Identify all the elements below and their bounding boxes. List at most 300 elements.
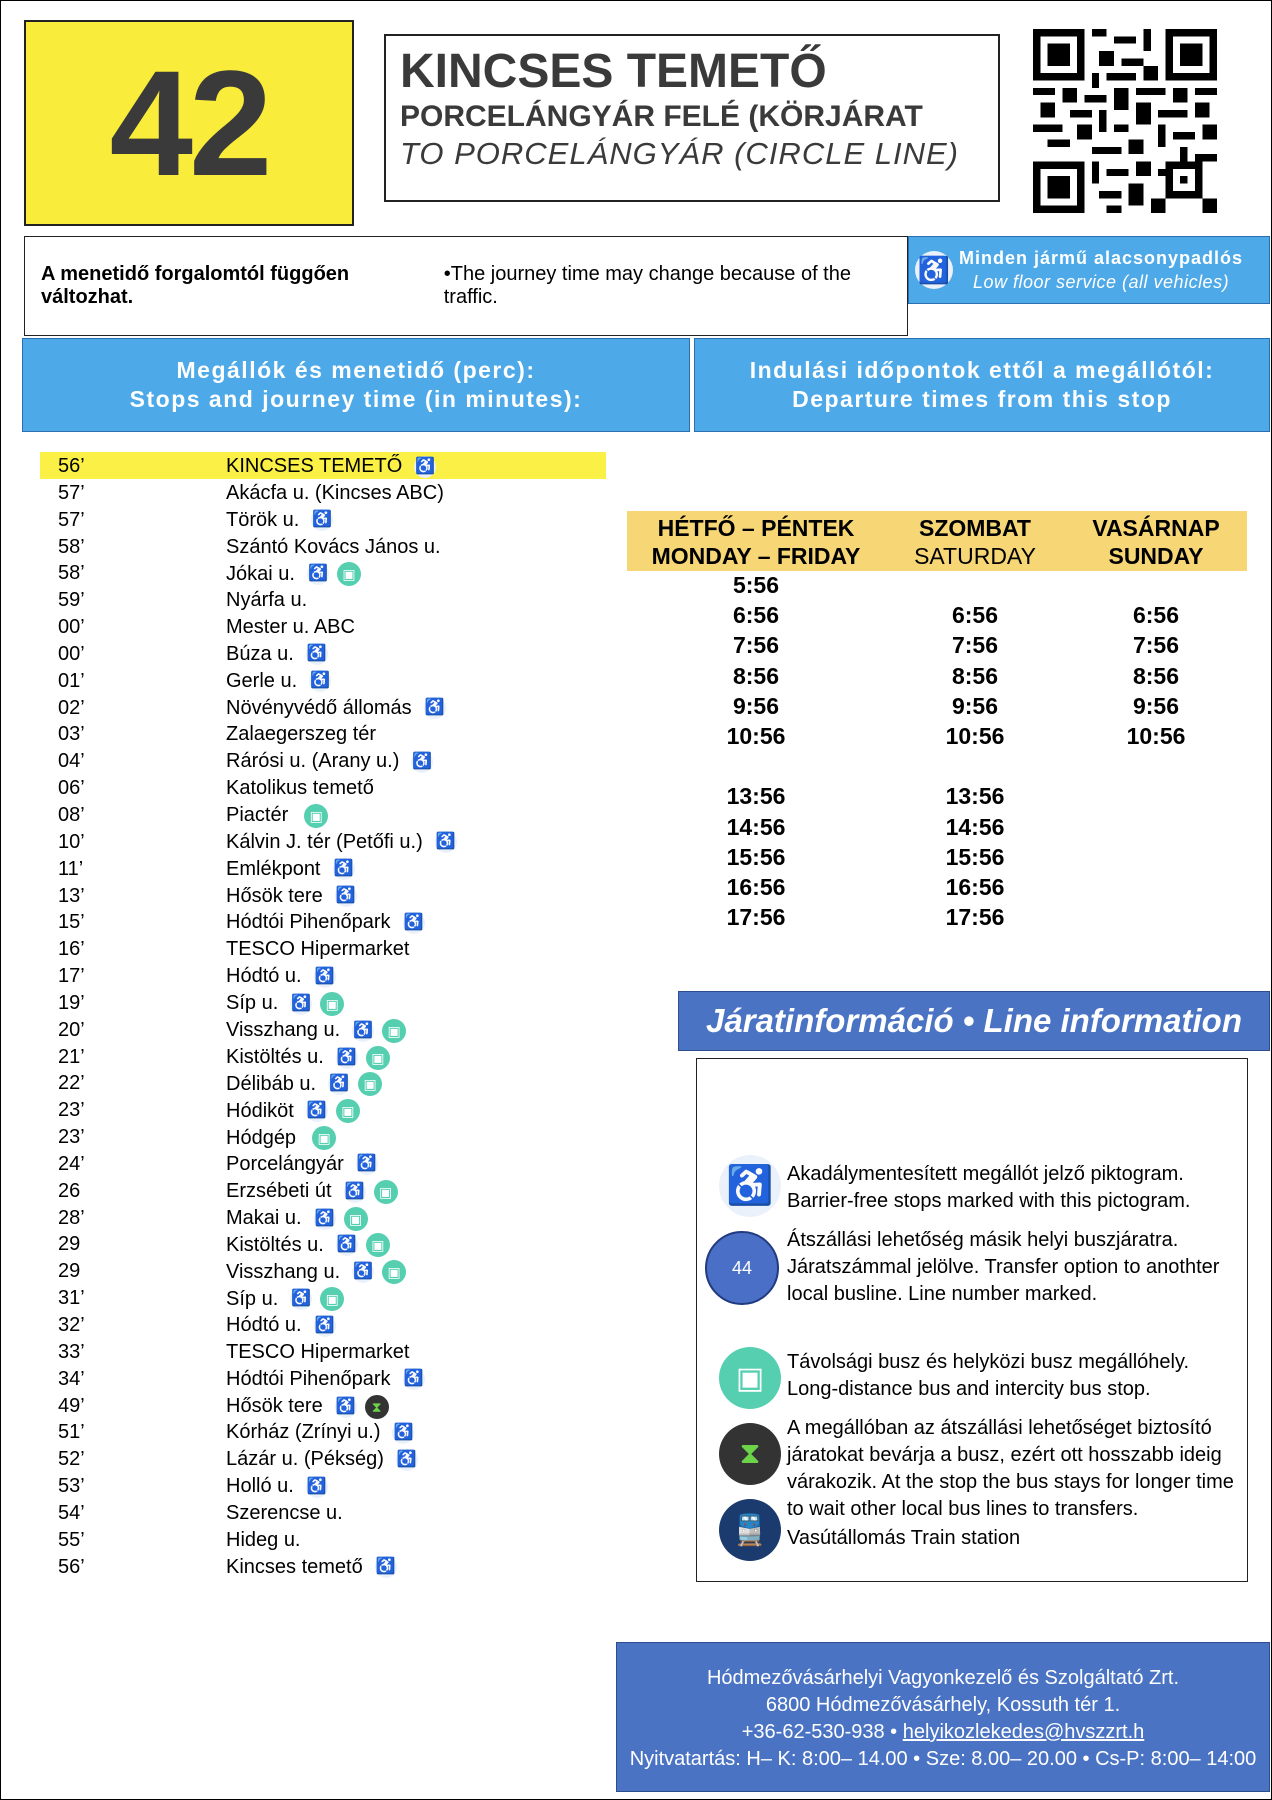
timetable-row [627,602,1247,632]
weekday-departure: 13:56 [726,783,786,810]
legend-transfer: Átszállási lehetőség másik helyi buszjáratra. Járatszámmal jelölve. Transfer option to anothter local busline. Line number marked. [787,1229,1220,1305]
sunday-header-hu: VASÁRNAP [1092,515,1220,541]
sunday-departure: 8:56 [1132,662,1180,689]
footer-contact [616,1642,1270,1792]
saturday-departure: 10:56 [945,722,1005,749]
saturday-departure: 7:56 [951,632,999,659]
wheelchair-icon: ♿ [290,1288,312,1310]
company-phone: +36-62-530-938 • [741,1721,903,1743]
intercity-bus-icon: ▣ [382,1260,406,1284]
traffic-notice [24,236,908,336]
saturday-header [885,511,1065,571]
stop-row [40,667,610,694]
legend-accessible-hu: Akadálymentesített megállót jelző piktogram. [787,1163,1184,1185]
stop-travel-time: 49’ [58,1394,85,1417]
stop-row [40,1284,610,1311]
stop-name-label: Mester u. ABC [226,616,355,639]
notice-hu: A menetidő forgalomtól függően változhat. [41,263,350,308]
intercity-bus-icon: ▣ [344,1207,368,1231]
stop-travel-time: 59’ [58,589,85,612]
title-direction-en: TO PORCELÁNGYÁR (CIRCLE LINE) [400,136,959,171]
stop-name [226,1099,360,1123]
weekday-header-en: MONDAY – FRIDAY [651,543,861,569]
stop-travel-time: 31’ [58,1287,85,1310]
low-floor-banner [908,236,1270,304]
stop-row [40,855,610,882]
sunday-departure [1065,783,1247,813]
stop-name [226,562,361,586]
stop-row [40,452,606,479]
stop-row [40,882,610,909]
stop-row [40,1016,610,1043]
wheelchair-icon: ♿ [403,912,425,934]
stop-travel-time: 16’ [58,938,85,961]
wheelchair-icon: ♿ [344,1181,366,1203]
stop-name [226,1314,336,1337]
stop-name-label: Síp u. [226,1287,279,1310]
weekday-departure: 7:56 [732,632,780,659]
stop-row [40,908,610,935]
stop-row [40,828,610,855]
stop-name-label: Akácfa u. (Kincses ABC) [226,481,444,504]
stop-travel-time: 29 [58,1260,81,1283]
timetable-body [627,572,1247,934]
stop-name-label: Szerencse u. [226,1501,343,1524]
saturday-departure: 6:56 [951,602,999,629]
weekday-departure: 10:56 [726,722,786,749]
wheelchair-icon: ♿ [356,1153,378,1175]
stop-row [40,1365,610,1392]
title-box [384,34,1000,202]
stop-name-label: Zalaegerszeg tér [226,723,377,746]
saturday-departure: 13:56 [945,783,1005,810]
wheelchair-icon: ♿ [352,1261,374,1283]
stop-name [226,1207,368,1231]
weekday-departure: 14:56 [726,813,786,840]
intercity-bus-icon: ▣ [337,562,361,586]
stop-travel-time: 29 [58,1233,81,1256]
timetable-row [627,572,1247,602]
stop-name [226,1395,389,1419]
intercity-bus-icon: ▣ [719,1347,781,1409]
timetable-row [627,632,1247,662]
stop-name [226,1180,398,1204]
stop-row [40,1499,610,1526]
stop-travel-time: 26 [58,1179,81,1202]
stop-row [40,935,610,962]
stop-name-label: Kincses temető [226,1555,363,1578]
stop-name [226,885,357,908]
stop-travel-time: 21’ [58,1045,85,1068]
stop-travel-time: 56’ [58,1555,85,1578]
legend-accessible-en: Barrier-free stops marked with this pictogram. [787,1190,1191,1212]
stop-name-label: Hősök tere [226,1395,323,1418]
stop-name-label: Makai u. [226,1207,302,1230]
stop-name-label: Hősök tere [226,884,323,907]
stops-header-en: Stops and journey time (in minutes): [129,386,583,412]
notice-en: •The journey time may change because of the traffic. [443,263,851,308]
wheelchair-icon: ♿ [375,1556,397,1578]
timetable-row [627,874,1247,904]
stop-row [40,1472,610,1499]
stop-travel-time: 10’ [58,830,85,853]
departures-header-en: Departure times from this stop [792,386,1172,412]
sunday-departure [1065,844,1247,874]
company-email-link[interactable]: helyikozlekedes@hvszzrt.h [902,1721,1145,1743]
stop-name-label: Gerle u. [226,669,298,692]
wheelchair-icon: ♿ [314,1315,336,1337]
wheelchair-icon: ♿ [290,993,312,1015]
intercity-bus-icon: ▣ [320,1287,344,1311]
timetable-row [627,814,1247,844]
stop-row [40,1096,610,1123]
stop-name-label: Visszhang u. [226,1260,341,1283]
stop-travel-time: 23’ [58,1099,85,1122]
wheelchair-icon: ♿ [309,670,331,692]
saturday-departure: 17:56 [945,904,1005,931]
stop-name-label: Visszhang u. [226,1019,341,1042]
wheelchair-icon: ♿ [424,697,446,719]
stop-name-label: Porcelángyár [226,1152,344,1175]
weekday-departure: 6:56 [732,602,780,629]
stop-name-label: Délibáb u. [226,1072,317,1095]
stop-name-label: Katolikus temető [226,777,374,800]
saturday-departure: 8:56 [951,662,999,689]
stop-travel-time: 33’ [58,1340,85,1363]
stop-list [40,452,610,1579]
stops-header-hu: Megállók és menetidő (perc): [176,357,536,383]
low-floor-hu: Minden jármű alacsonypadlós [959,248,1244,268]
stop-row [40,720,610,747]
stop-travel-time: 01’ [58,669,85,692]
stop-travel-time: 03’ [58,723,85,746]
stop-row [40,694,610,721]
stop-row [40,1177,610,1204]
stop-travel-time: 00’ [58,642,85,665]
saturday-departure: 15:56 [945,843,1005,870]
stop-name [226,536,449,559]
stop-name [226,1287,344,1311]
stop-name [226,1368,425,1391]
stop-name-label: Kistöltés u. [226,1233,324,1256]
intercity-bus-icon: ▣ [374,1180,398,1204]
stop-name [226,992,344,1016]
stop-row [40,1123,610,1150]
stop-travel-time: 24’ [58,1152,85,1175]
stop-travel-time: 20’ [58,1018,85,1041]
title-terminus: KINCSES TEMETŐ [400,45,827,98]
sunday-departure [1065,904,1247,934]
timetable-row [627,753,1247,783]
wheelchair-icon: ♿ [414,456,436,478]
saturday-departure [885,572,1065,602]
sunday-header [1065,511,1247,571]
route-number: 42 [109,38,269,207]
stop-name [226,750,433,773]
stop-name-label: Hódtói Pihenőpark [226,911,391,934]
hourglass-icon: ⧗ [719,1423,781,1485]
stop-name [226,1126,336,1150]
stop-name [226,723,384,746]
wheelchair-icon: ♿ [915,251,953,289]
stop-travel-time: 58’ [58,535,85,558]
timetable-row [627,904,1247,934]
stop-name-label: KINCSES TEMETŐ [226,455,403,477]
stop-row [40,747,610,774]
timetable-row [627,783,1247,813]
stop-name-label: Kálvin J. tér (Petőfi u.) [226,830,423,853]
stop-name-label: Síp u. [226,992,279,1015]
legend-accessible [787,1161,1237,1215]
stop-name-label: Holló u. [226,1475,294,1498]
stop-travel-time: 15’ [58,911,85,934]
stop-row [40,479,610,506]
legend-train: Vasútállomás Train station [787,1527,1021,1549]
weekday-header [627,511,885,571]
wheelchair-icon: ♿ [306,1476,328,1498]
stop-name [226,1556,397,1579]
sunday-departure [1065,753,1247,783]
stop-name-label: Lázár u. (Pékség) [226,1448,384,1471]
stop-row [40,962,610,989]
intercity-bus-icon: ▣ [366,1046,390,1070]
saturday-departure [885,753,1065,783]
stop-row [40,1150,610,1177]
stop-name [226,482,452,505]
stop-name [226,1072,382,1096]
stop-name-label: Növényvédő állomás [226,696,412,719]
wheelchair-icon: ♿ [335,885,357,907]
stop-travel-time: 02’ [58,696,85,719]
stop-travel-time: 22’ [58,1072,85,1095]
stop-name [226,1341,417,1364]
saturday-header-en: SATURDAY [914,543,1036,569]
stop-name [226,616,363,639]
wheelchair-icon: ♿ [411,751,433,773]
weekday-departure [627,753,885,783]
stop-row [40,559,610,586]
saturday-departure: 9:56 [951,692,999,719]
sunday-departure: 6:56 [1132,602,1180,629]
timetable-row [627,663,1247,693]
wheelchair-icon: ♿ [719,1155,781,1217]
stop-name-label: Kórház (Zrínyi u.) [226,1421,381,1444]
stop-travel-time: 28’ [58,1206,85,1229]
wheelchair-icon: ♿ [336,1234,358,1256]
stop-name-label: Rárósi u. (Arany u.) [226,750,400,773]
stop-name [226,589,315,612]
stop-name-label: Búza u. [226,642,294,665]
stop-name [226,911,425,934]
sunday-departure: 10:56 [1126,722,1186,749]
wheelchair-icon: ♿ [314,966,336,988]
stop-row [40,640,610,667]
wheelchair-icon: ♿ [314,1208,336,1230]
stop-name-label: TESCO Hipermarket [226,1340,410,1363]
wheelchair-icon: ♿ [335,1396,357,1418]
stop-row [40,1392,610,1419]
stop-travel-time: 56’ [58,455,85,477]
stop-name [226,1502,351,1525]
stop-row [40,1043,610,1070]
stop-travel-time: 57’ [58,481,85,504]
stop-travel-time: 17’ [58,965,85,988]
legend-intercity: Távolsági busz és helyközi busz megállóhely. Long-distance bus and intercity bus stop. [787,1351,1190,1400]
saturday-departure: 16:56 [945,873,1005,900]
weekday-departure: 15:56 [726,843,786,870]
stop-name-label: Nyárfa u. [226,589,308,612]
stop-row [40,1311,610,1338]
timetable-header [627,511,1247,571]
stop-name-label: Kistöltés u. [226,1046,324,1069]
stop-name [226,1529,309,1552]
intercity-bus-icon: ▣ [304,804,328,828]
stop-name [226,455,436,478]
stop-travel-time: 00’ [58,616,85,639]
stop-row [40,533,610,560]
stop-travel-time: 11’ [58,857,84,880]
sunday-departure: 9:56 [1132,692,1180,719]
saturday-header-hu: SZOMBAT [918,515,1031,541]
stop-travel-time: 51’ [58,1421,85,1444]
sunday-header-en: SUNDAY [1108,543,1204,569]
departures-header-hu: Indulási időpontok ettől a megállótól: [749,357,1215,383]
stop-travel-time: 13’ [58,884,85,907]
stop-travel-time: 53’ [58,1475,85,1498]
stop-name-label: Hódtói Pihenőpark [226,1367,391,1390]
stop-row [40,1204,610,1231]
wheelchair-icon: ♿ [333,858,355,880]
sunday-departure: 7:56 [1132,632,1180,659]
sunday-departure [1065,874,1247,904]
stop-travel-time: 04’ [58,750,85,773]
qr-code-icon[interactable] [1033,29,1217,213]
stop-travel-time: 23’ [58,1126,85,1149]
timetable-row [627,844,1247,874]
stop-row [40,774,610,801]
wheelchair-icon: ♿ [435,831,457,853]
stop-name-label: Hódgép [226,1126,297,1149]
sunday-departure [1065,814,1247,844]
opening-hours: Nyitvatartás: H– K: 8:00– 14.00 • Sze: 8.00– 20.00 • Cs-P: 8:00– 14:00 [629,1748,1257,1770]
wheelchair-icon: ♿ [336,1047,358,1069]
line-information-title: Járatinformáció • Line information [678,991,1270,1051]
stop-row [40,1418,610,1445]
stop-name [226,1153,378,1176]
stop-name-label: Emlékpont [226,857,321,880]
wheelchair-icon: ♿ [396,1449,418,1471]
transfer-line-icon [705,1231,779,1305]
stop-name [226,965,336,988]
wheelchair-icon: ♿ [306,643,328,665]
company-name: Hódmezővásárhelyi Vagyonkezelő és Szolgáltató Zrt. [706,1667,1180,1689]
wheelchair-icon: ♿ [306,1100,328,1122]
stop-name-label: Hódtó u. [226,965,302,988]
departures-header [694,338,1270,432]
stop-name-label: Szántó Kovács János u. [226,535,441,558]
stop-travel-time: 08’ [58,803,85,826]
train-station-icon: 🚆 [719,1499,781,1561]
legend [696,1058,1248,1582]
stop-name [226,1475,328,1498]
stop-travel-time: 32’ [58,1314,85,1336]
low-floor-en: Low floor service (all vehicles) [972,272,1230,292]
stop-name [226,938,417,961]
stop-name-label: Hódiköt [226,1099,294,1122]
intercity-bus-icon: ▣ [358,1072,382,1096]
wheelchair-icon: ♿ [328,1073,350,1095]
transfer-line-number: 44 [731,1257,753,1278]
stop-row [40,1230,610,1257]
stop-name [226,697,446,720]
company-address: 6800 Hódmezővásárhely, Kossuth tér 1. [765,1694,1121,1716]
weekday-departure: 16:56 [726,873,786,900]
stop-row [40,1338,610,1365]
stop-name [226,858,355,881]
stop-row [40,586,610,613]
stop-name [226,1448,418,1471]
stop-name [226,777,382,800]
stop-name [226,643,328,666]
legend-wait: A megállóban az átszállási lehetőséget biztosító járatokat bevárja a busz, ezért ott hosszabb ideig várakozik. At the stop the bus stays for longer time to wait other local bus lines to transfers. [787,1417,1234,1520]
stop-name [226,831,457,854]
weekday-header-hu: HÉTFŐ – PÉNTEK [657,515,855,541]
stop-name-label: Hódtó u. [226,1314,302,1336]
stop-travel-time: 55’ [58,1528,85,1551]
stop-name [226,804,328,828]
stop-travel-time: 34’ [58,1367,85,1390]
intercity-bus-icon: ▣ [320,992,344,1016]
stop-travel-time: 54’ [58,1501,85,1524]
route-number-box [24,20,354,226]
weekday-departure: 17:56 [726,904,786,931]
stop-name [226,1233,390,1257]
weekday-departure: 9:56 [732,692,780,719]
stop-travel-time: 19’ [58,991,85,1014]
stop-row [40,613,610,640]
title-direction-hu: PORCELÁNGYÁR FELÉ (KÖRJÁRAT [400,100,923,133]
wheelchair-icon: ♿ [403,1368,425,1390]
stop-row [40,1526,610,1553]
stop-name [226,670,331,693]
wheelchair-icon: ♿ [307,563,329,585]
stop-row [40,506,610,533]
timetable-row [627,723,1247,753]
wheelchair-icon: ♿ [392,1422,414,1444]
saturday-departure: 14:56 [945,813,1005,840]
weekday-departure: 8:56 [732,662,780,689]
stops-header [22,338,690,432]
stop-travel-time: 58’ [58,562,85,585]
stop-name [226,1046,390,1070]
timetable-row [627,693,1247,723]
wheelchair-icon: ♿ [352,1020,374,1042]
stop-name [226,1260,406,1284]
intercity-bus-icon: ▣ [366,1233,390,1257]
stop-row [40,1069,610,1096]
stop-name [226,509,333,532]
stop-row [40,801,610,828]
stop-row [40,989,610,1016]
stop-travel-time: 06’ [58,777,85,800]
stop-travel-time: 52’ [58,1448,85,1471]
stop-row [40,1257,610,1284]
stop-name-label: TESCO Hipermarket [226,938,410,961]
stop-row [40,1445,610,1472]
sunday-departure [1065,572,1247,602]
stop-travel-time: 57’ [58,508,85,531]
stop-name-label: Erzsébeti út [226,1180,332,1203]
